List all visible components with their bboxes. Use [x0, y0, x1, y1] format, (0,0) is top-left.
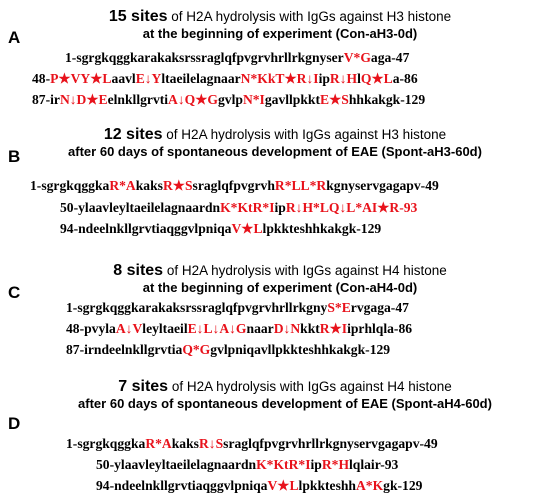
sequence-segment: 50-ylaavleyltaeilelagnaardn — [60, 200, 221, 215]
cleavage-site-segment: V*G — [343, 50, 371, 65]
sequence-segment: 94-ndeelnkllgrvtiaqggvlpniqa — [96, 478, 268, 493]
panel-a-sequence-line-2 — [32, 71, 418, 87]
sequence-segment: aga-47 — [370, 50, 410, 65]
sequence-segment: 94-ndeelnkllgrvtiaqggvlpniqa — [60, 221, 232, 236]
sequence-segment: iprhlqla-86 — [347, 321, 413, 336]
sequence-segment: ip — [310, 457, 322, 472]
sequence-segment: kgnyservgagapv-49 — [326, 178, 439, 193]
panel-b-site-count: 12 sites — [103, 126, 163, 143]
cleavage-site-segment: A*K — [355, 478, 384, 493]
panel-c-sequence-line-1 — [66, 300, 409, 316]
sequence-segment: lqlair-93 — [349, 457, 399, 472]
sequence-segment: lpkkteshh — [298, 478, 356, 493]
cleavage-site-segment: D↓N — [273, 321, 301, 336]
panel-b-title: of H2A hydrolysis with IgGs against H3 histone — [166, 127, 447, 142]
sequence-segment: aavl — [111, 71, 136, 86]
cleavage-site-segment: S*E — [327, 300, 351, 315]
panel-b-sequence-line-1 — [30, 178, 439, 194]
sequence-segment: gk-129 — [383, 478, 423, 493]
sequence-segment: 87-irndeelnkllgrvtia — [66, 342, 183, 357]
sequence-segment: kaks — [171, 436, 199, 451]
panel-b-sequence-line-2 — [60, 200, 417, 216]
cleavage-site-segment: E↓Y — [135, 71, 162, 86]
sequence-segment: sraglqfpvgrvh — [192, 178, 275, 193]
sequence-segment: gvlp — [218, 92, 243, 107]
sequence-segment: 87-ir — [32, 92, 60, 107]
panel-a-subtitle: at the beginning of experiment (Con-aH3-0d) — [142, 26, 418, 41]
sequence-segment: elnkllgrvti — [107, 92, 169, 107]
cleavage-site-segment: N↓D★E — [59, 92, 108, 107]
cleavage-site-segment: R*I — [252, 200, 275, 215]
cleavage-site-segment: A↓Q★G — [168, 92, 218, 107]
cleavage-site-segment: K*Kt — [256, 457, 289, 472]
cleavage-site-segment: R*I — [288, 457, 311, 472]
cleavage-site-segment: N*KkT★R↓I — [240, 71, 319, 86]
panel-label-d: D — [8, 414, 21, 433]
panel-label-b: B — [8, 147, 21, 166]
cleavage-site-segment: R*LL*R — [274, 178, 327, 193]
panel-c-heading — [60, 262, 500, 296]
panel-b-subtitle: after 60 days of spontaneous development of EAE (Spont-aH3-60d) — [68, 144, 482, 159]
panel-b-sequence-line-3 — [60, 221, 381, 237]
cleavage-site-segment: E★S — [320, 92, 349, 107]
sequence-segment: leyltaeil — [142, 321, 188, 336]
cleavage-site-segment: R↓S — [198, 436, 224, 451]
sequence-segment: gvlpniqavllpkkteshhkakgk-129 — [210, 342, 391, 357]
panel-d-title: of H2A hydrolysis with IgGs against H4 histone — [171, 379, 452, 394]
panel-a-title: of H2A hydrolysis with IgGs against H3 histone — [171, 9, 452, 24]
sequence-segment: sraglqfpvgrvhrllrkgnyservgagapv-49 — [223, 436, 438, 451]
sequence-segment: kkt — [300, 321, 320, 336]
panel-a-sequence-line-1 — [65, 50, 409, 66]
panel-label-c: C — [8, 283, 21, 302]
panel-a-sequence-line-3 — [32, 92, 425, 108]
sequence-segment: gavllpkkt — [264, 92, 320, 107]
panel-b-heading — [40, 126, 510, 160]
sequence-segment: a-86 — [392, 71, 418, 86]
panel-a-heading — [60, 8, 500, 42]
sequence-segment: naar — [246, 321, 274, 336]
cleavage-site-segment: N*I — [242, 92, 265, 107]
cleavage-site-segment: R↓H — [329, 71, 358, 86]
sequence-segment: 1-sgrgkqggkarakaksrssraglqfpvgrvhrllrkgny — [66, 300, 328, 315]
cleavage-site-segment: K*Kt — [220, 200, 253, 215]
cleavage-site-segment: Q★L — [360, 71, 393, 86]
cleavage-site-segment: E↓L↓A↓G — [187, 321, 247, 336]
sequence-segment: lpkkteshhkakgk-129 — [262, 221, 382, 236]
panel-d-site-count: 7 sites — [118, 378, 169, 395]
cleavage-site-segment: R*A — [145, 436, 172, 451]
panel-d-sequence-line-1 — [66, 436, 438, 452]
panel-c-sequence-line-2 — [66, 321, 412, 337]
panel-c-site-count: 8 sites — [113, 262, 164, 279]
sequence-segment: ip — [318, 71, 330, 86]
sequence-segment: ltaeilelagnaar — [161, 71, 241, 86]
sequence-segment: kaks — [135, 178, 163, 193]
sequence-segment: 1-sgrgkqggkarakaksrssraglqfpvgrvhrllrkgnyser — [65, 50, 344, 65]
panel-c-title: of H2A hydrolysis with IgGs against H4 histone — [166, 263, 447, 278]
cleavage-site-segment: A↓V — [115, 321, 143, 336]
panel-d-sequence-line-2 — [96, 457, 398, 473]
cleavage-site-segment: R★I — [319, 321, 348, 336]
sequence-segment: ip — [274, 200, 286, 215]
cleavage-site-segment: R↓H*LQ↓L*AI★R-93 — [285, 200, 418, 215]
sequence-segment: 48- — [32, 71, 51, 86]
cleavage-site-segment: V★L — [231, 221, 263, 236]
sequence-segment: 1-sgrgkqggka — [30, 178, 110, 193]
sequence-segment: l — [357, 71, 361, 86]
panel-c-subtitle: at the beginning of experiment (Con-aH4-0d) — [142, 280, 418, 295]
cleavage-site-segment: R★S — [162, 178, 193, 193]
panel-a-site-count: 15 sites — [108, 8, 168, 25]
cleavage-site-segment: V★L — [267, 478, 299, 493]
sequence-segment: 48-pvyla — [66, 321, 116, 336]
panel-d-sequence-line-3 — [96, 478, 422, 494]
panel-d-subtitle: after 60 days of spontaneous development of EAE (Spont-aH4-60d) — [78, 396, 492, 411]
cleavage-site-segment: P★VY★L — [50, 71, 112, 86]
sequence-segment: rvgaga-47 — [350, 300, 409, 315]
panel-label-a: A — [8, 28, 21, 47]
sequence-segment: 50-ylaavleyltaeilelagnaardn — [96, 457, 257, 472]
cleavage-site-segment: R*H — [321, 457, 350, 472]
sequence-segment: 1-sgrgkqggka — [66, 436, 146, 451]
sequence-segment: hhkakgk-129 — [348, 92, 426, 107]
panel-d-heading — [40, 378, 530, 412]
cleavage-site-segment: R*A — [109, 178, 136, 193]
panel-c-sequence-line-3 — [66, 342, 390, 358]
cleavage-site-segment: Q*G — [182, 342, 211, 357]
